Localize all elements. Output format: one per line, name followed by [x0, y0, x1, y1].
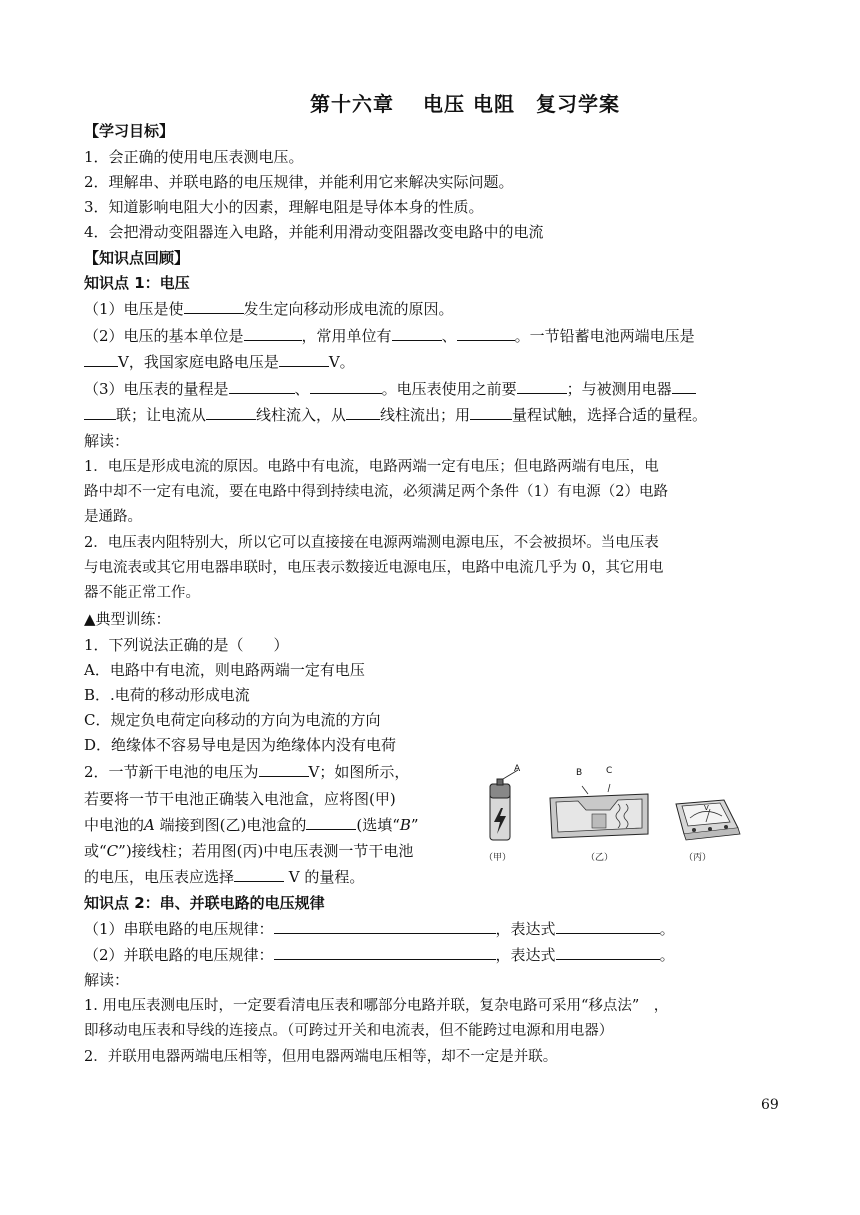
interp-3-line-a: 1. 用电压表测电压时，一定要看清电压表和哪部分电路并联，复杂电路可采用“移点法” ， — [84, 998, 669, 1014]
goal-3: 3．知道影响电阻大小的因素，理解电阻是导体本身的性质。 — [84, 198, 484, 216]
exercise-2-line-5: 的电压，电压表应选择 V 的量程。 — [84, 868, 365, 886]
caption-yi: （乙） — [586, 853, 614, 863]
interpretation-label-2: 解读： — [84, 971, 130, 989]
interpretation-label-1: 解读： — [84, 432, 130, 450]
exercise-2-line-4: 或“C”)接线柱；若用图(丙)中电压表测一节干电池 — [84, 842, 414, 860]
exercise-2-line-1: 2．一节新干电池的电压为 V；如图所示， — [84, 763, 410, 781]
typical-training-label: ▲典型训练： — [84, 610, 171, 628]
battery-icon — [490, 770, 518, 840]
goal-4: 4．会把滑动变阻器连入电路，并能利用滑动变阻器改变电路中的电流 — [84, 223, 544, 241]
circuit-law-series: （1）串联电路的电压规律： ，表达式 。 — [84, 920, 675, 938]
interp-1-line-b: 路中却不一定有电流，要在电路中得到持续电流，必须满足两个条件（1）有电源（2）电路 — [84, 484, 668, 500]
goal-2: 2．理解串、并联电路的电压规律，并能利用它来解决实际问题。 — [84, 173, 514, 191]
circuit-law-parallel: （2）并联电路的电压规律： ，表达式 。 — [84, 946, 675, 964]
interp-1-line-a: 1．电压是形成电流的原因。电路中有电流，电路两端一定有电压；但电路两端有电压，电 — [84, 459, 659, 475]
exercise-2-line-2: 若要将一节干电池正确装入电池盒，应将图(甲) — [84, 790, 396, 808]
figure-group — [478, 764, 774, 864]
interp-1-line-c: 是通路。 — [84, 509, 142, 525]
knowledge-point-1: 知识点 1：电压 — [84, 274, 190, 292]
exercise-1-option-a: A．电路中有电流，则电路两端一定有电压 — [84, 661, 365, 679]
caption-bing: （丙） — [684, 853, 712, 863]
goal-1: 1．会正确的使用电压表测电压。 — [84, 148, 304, 166]
fill-question-2: （2）电压的基本单位是 ，常用单位有 、 。一节铅蓄电池两端电压是 — [84, 327, 695, 345]
interp-2-line-b: 与电流表或其它用电器串联时，电压表示数接近电源电压，电路中电流几乎为 0，其它用电 — [84, 560, 664, 576]
exercise-1-option-c: C．规定负电荷定向移动的方向为电流的方向 — [84, 711, 381, 729]
fill-question-2-cont: V，我国家庭电路电压是 V。 — [84, 351, 355, 373]
battery-box-icon — [550, 784, 648, 838]
fill-question-1: （1）电压是使 发生定向移动形成电流的原因。 — [84, 300, 454, 318]
label-a: A — [514, 764, 521, 774]
exercise-2-line-3: 中电池的A 端接到图(乙)电池盒的 (选填“B” — [84, 816, 419, 834]
meter-v-label: V — [704, 804, 709, 812]
interp-4: 2．并联用电器两端电压相等，但用电器两端电压相等，却不一定是并联。 — [84, 1049, 558, 1065]
label-c: C — [606, 766, 613, 776]
page-number: 69 — [761, 1097, 779, 1113]
knowledge-point-2: 知识点 2：串、并联电路的电压规律 — [84, 894, 325, 912]
battery-figure-jia — [478, 764, 774, 864]
section-review: 【知识点回顾】 — [84, 249, 190, 267]
interp-2-line-c: 器不能正常工作。 — [84, 585, 200, 601]
page-title: 第十六章 电压 电阻 复习学案 — [310, 92, 620, 116]
section-learning-goals: 【学习目标】 — [84, 122, 175, 140]
caption-jia: （甲） — [484, 853, 512, 863]
fill-question-3-cont: 联；让电流从 线柱流入，从 线柱流出；用 量程试触，选择合适的量程。 — [84, 404, 707, 426]
interp-2-line-a: 2．电压表内阻特别大，所以它可以直接接在电源两端测电源电压，不会被损坏。当电压表 — [84, 535, 659, 551]
exercise-1-stem: 1．下列说法正确的是（ ） — [84, 636, 289, 654]
exercise-1-option-b: B．.电荷的移动形成电流 — [84, 686, 250, 704]
interp-3-line-b: 即移动电压表和导线的连接点。（可跨过开关和电流表，但不能跨过电源和用电器） — [84, 1023, 614, 1039]
exercise-1-option-d: D．绝缘体不容易导电是因为绝缘体内没有电荷 — [84, 736, 397, 754]
label-b: B — [576, 768, 583, 778]
fill-question-3: （3）电压表的量程是 、 。电压表使用之前要 ；与被测用电器 — [84, 378, 696, 400]
